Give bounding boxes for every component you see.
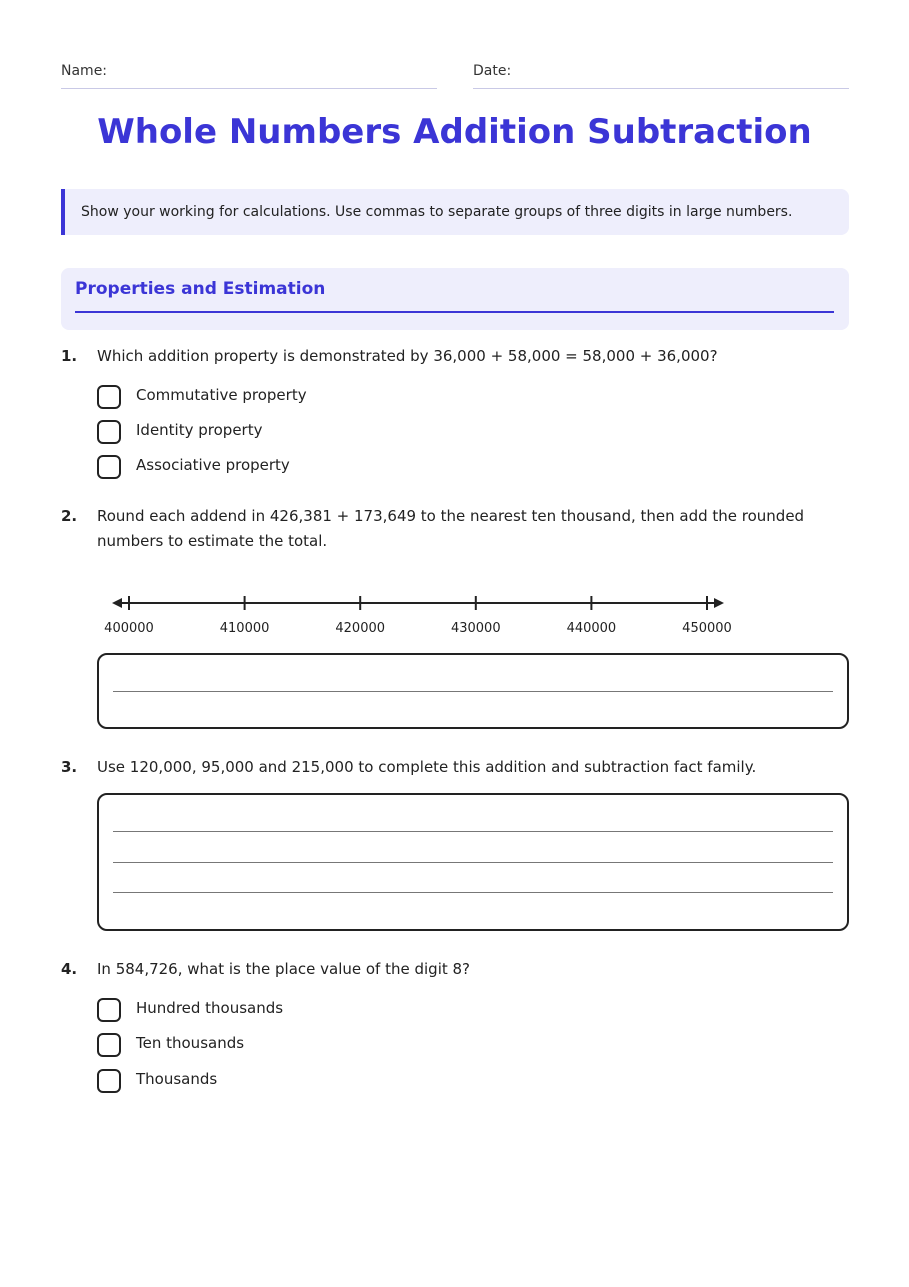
option-label: Commutative property <box>136 386 307 404</box>
checkbox[interactable] <box>97 998 121 1022</box>
name-label: Name: <box>61 63 108 79</box>
name-field[interactable] <box>61 62 437 89</box>
number-line-tick-label: 440000 <box>566 621 617 636</box>
section-header <box>61 268 849 330</box>
number-line-tick-label: 400000 <box>104 621 154 636</box>
page-title: Whole Numbers Addition Subtraction <box>97 112 812 152</box>
option-label: Identity property <box>136 421 263 439</box>
number-line-tick-label: 430000 <box>450 621 501 636</box>
date-label: Date: <box>473 63 512 79</box>
option-label: Ten thousands <box>136 1034 245 1052</box>
question-4-text: In 584,726, what is the place value of the digit 8? <box>97 960 471 978</box>
answer-line <box>113 862 833 863</box>
right-arrow-icon <box>714 598 724 608</box>
answer-line <box>113 831 833 832</box>
answer-line <box>113 892 833 893</box>
question-4-number: 4. <box>61 960 78 978</box>
date-field[interactable] <box>473 62 849 89</box>
option-label: Associative property <box>136 456 290 474</box>
number-line-tick-label: 450000 <box>682 621 732 636</box>
answer-line <box>113 691 833 692</box>
left-arrow-icon <box>112 598 122 608</box>
checkbox[interactable] <box>97 420 121 444</box>
number-line <box>100 588 740 648</box>
checkbox[interactable] <box>97 385 121 409</box>
question-1-number: 1. <box>61 347 78 365</box>
option-label: Hundred thousands <box>136 999 284 1017</box>
section-underline <box>75 311 834 313</box>
answer-box-q3[interactable] <box>97 793 849 931</box>
section-title: Properties and Estimation <box>75 279 326 299</box>
question-2-number: 2. <box>61 507 78 525</box>
answer-box-q2[interactable] <box>97 653 849 729</box>
question-3-number: 3. <box>61 758 78 776</box>
checkbox[interactable] <box>97 1069 121 1093</box>
checkbox[interactable] <box>97 455 121 479</box>
number-line-tick-label: 420000 <box>335 621 386 636</box>
number-line-tick-label: 410000 <box>219 621 270 636</box>
question-1-text: Which addition property is demonstrated by 36,000 + 58,000 = 58,000 + 36,000? <box>97 347 718 365</box>
checkbox[interactable] <box>97 1033 121 1057</box>
question-2-text: Round each addend in 426,381 + 173,649 to the nearest ten thousand, then add the rounded numbers to estimate the total. <box>97 507 805 550</box>
instructions-box: Show your working for calculations. Use commas to separate groups of three digits in large numbers. <box>61 189 849 235</box>
question-3-text: Use 120,000, 95,000 and 215,000 to complete this addition and subtraction fact family. <box>97 758 757 776</box>
option-label: Thousands <box>136 1070 218 1088</box>
